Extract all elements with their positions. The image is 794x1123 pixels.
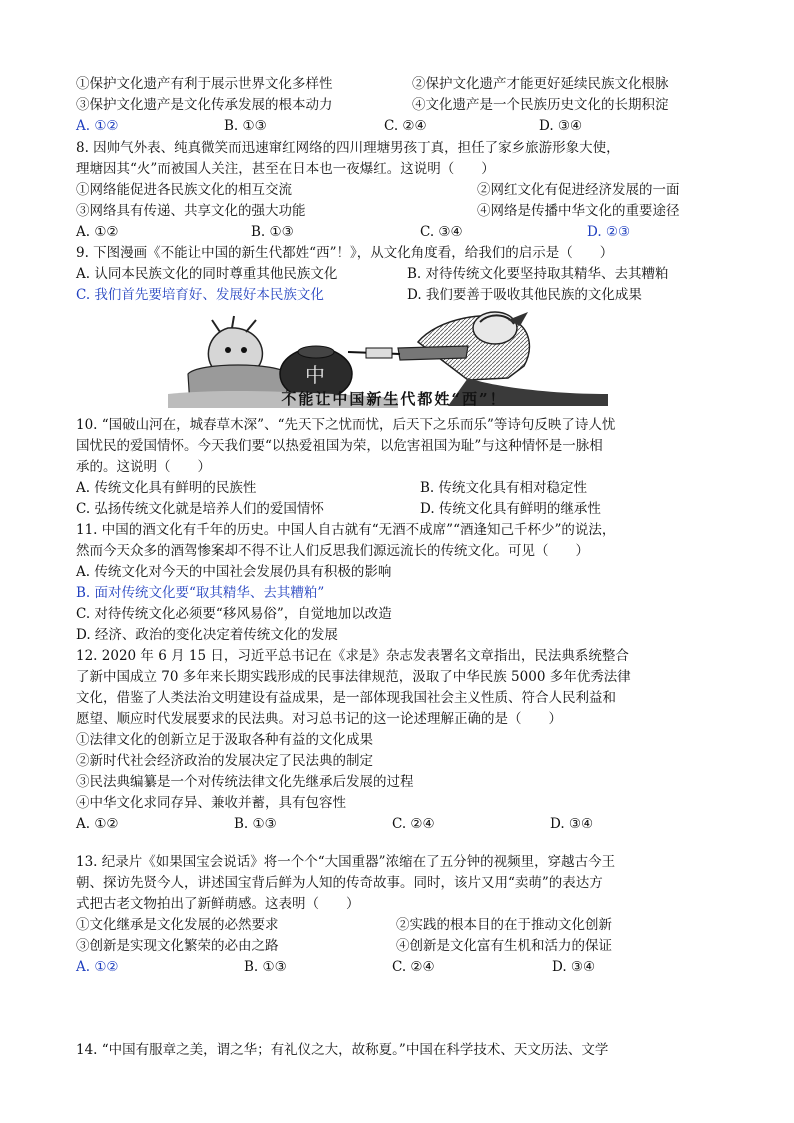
question-12-stem: 了新中国成立 70 多年来长期实践形成的民事法律规范，汲取了中华民族 5000 多年优秀法律 xyxy=(76,669,631,685)
option-2: ②保护文化遗产才能更好延续民族文化根脉 xyxy=(412,76,669,92)
option-1: ①保护文化遗产有利于展示世界文化多样性 xyxy=(76,76,333,92)
option-4: ④文化遗产是一个民族历史文化的长期积淀 xyxy=(412,97,669,113)
option-3: ③创新是实现文化繁荣的必由之路 xyxy=(76,938,279,954)
option-a: A. 传统文化具有鲜明的民族性 xyxy=(76,480,257,496)
question-8-stem: 8. 因帅气外表、纯真微笑而迅速窜红网络的四川理塘男孩丁真，担任了家乡旅游形象大使， xyxy=(76,140,620,156)
option-4: ④网络是传播中华文化的重要途径 xyxy=(477,203,680,219)
question-8-stem: 理塘因其“火”而被国人关注，甚至在日本也一夜爆红。这说明（ ） xyxy=(76,161,495,177)
option-a: A. 传统文化对今天的中国社会发展仍具有积极的影响 xyxy=(76,564,392,580)
option-1: ①法律文化的创新立足于汲取各种有益的文化成果 xyxy=(76,732,373,748)
question-11-stem: 11. 中国的酒文化有千年的历史。中国人自古就有“无酒不成席”“酒逢知己千杯少”的说法， xyxy=(76,522,616,538)
choice-a: A. ①② xyxy=(76,224,119,240)
choice-d: D. ③④ xyxy=(550,816,594,832)
choice-d: D. ③④ xyxy=(552,959,596,975)
option-c: C. 我们首先要培育好、发展好本民族文化 xyxy=(76,287,324,303)
option-2: ②新时代社会经济政治的发展决定了民法典的制定 xyxy=(76,753,373,769)
choice-d: D. ②③ xyxy=(587,224,631,240)
question-9-stem: 9. 下图漫画《不能让中国的新生代都姓“西”！》，从文化角度看，给我们的启示是（ ） xyxy=(76,245,614,261)
option-3: ③民法典编纂是一个对传统法律文化先继承后发展的过程 xyxy=(76,774,414,790)
question-12-stem: 文化，借鉴了人类法治文明建设有益成果，是一部体现我国社会主义性质、符合人民利益和 xyxy=(76,690,616,706)
option-3: ③保护文化遗产是文化传承发展的根本动力 xyxy=(76,97,333,113)
option-d: D. 我们要善于吸收其他民族的文化成果 xyxy=(407,287,642,303)
choice-c: C. ②④ xyxy=(392,959,435,975)
cartoon-image xyxy=(168,308,620,408)
option-1: ①文化继承是文化发展的必然要求 xyxy=(76,917,279,933)
question-11-stem: 然而今天众多的酒驾惨案却不得不让人们反思我们源远流长的传统文化。可见（ ） xyxy=(76,543,589,559)
choice-b: B. ①③ xyxy=(251,224,294,240)
question-10-stem: 10. “国破山河在，城春草木深”、“先天下之忧而忧，后天下之乐而乐”等诗句反映了诗人忧 xyxy=(76,417,616,433)
option-d: D. 经济、政治的变化决定着传统文化的发展 xyxy=(76,627,338,643)
choice-c: C. ②④ xyxy=(384,118,427,134)
option-2: ②实践的根本目的在于推动文化创新 xyxy=(396,917,612,933)
question-14-stem: 14. “中国有服章之美，谓之华；有礼仪之大，故称夏。”中国在科学技术、天文历法、文学 xyxy=(76,1042,609,1058)
choice-b: B. ①③ xyxy=(234,816,277,832)
option-1: ①网络能促进各民族文化的相互交流 xyxy=(76,182,292,198)
option-3: ③网络具有传递、共享文化的强大功能 xyxy=(76,203,306,219)
question-13-stem: 13. 纪录片《如果国宝会说话》将一个个“大国重器”浓缩在了五分钟的视频里，穿越古今王 xyxy=(76,854,616,870)
option-a: A. 认同本民族文化的同时尊重其他民族文化 xyxy=(76,266,338,282)
choice-a: A. ①② xyxy=(76,816,119,832)
question-12-stem: 12. 2020 年 6 月 15 日，习近平总书记在《求是》杂志发表署名文章指出，民法典系统整合 xyxy=(76,648,629,664)
choice-a: A. ①② xyxy=(76,959,119,975)
choice-d: D. ③④ xyxy=(539,118,583,134)
question-13-stem: 式把古老文物拍出了新鲜萌感。这表明（ ） xyxy=(76,896,360,912)
choice-a: A. ①② xyxy=(76,118,119,134)
option-c: C. 弘扬传统文化就是培养人们的爱国情怀 xyxy=(76,501,324,517)
option-2: ②网红文化有促进经济发展的一面 xyxy=(477,182,680,198)
choice-b: B. ①③ xyxy=(224,118,267,134)
jar-character: 中 xyxy=(305,363,325,387)
option-b: B. 对待传统文化要坚持取其精华、去其糟粕 xyxy=(407,266,669,282)
option-d: D. 传统文化具有鲜明的继承性 xyxy=(420,501,601,517)
question-12-stem: 愿望、顺应时代发展要求的民法典。对习总书记的这一论述理解正确的是（ ） xyxy=(76,711,562,727)
option-b: B. 传统文化具有相对稳定性 xyxy=(420,480,588,496)
question-13-stem: 朝、探访先贤今人，讲述国宝背后鲜为人知的传奇故事。同时，该片又用“卖萌”的表达方 xyxy=(76,875,603,891)
choice-b: B. ①③ xyxy=(244,959,287,975)
question-10-stem: 国忧民的爱国情怀。今天我们要“以热爱祖国为荣，以危害祖国为耻”与这种情怀是一脉相 xyxy=(76,438,603,454)
cartoon-caption: 不能让中国新生代都姓“西”！ xyxy=(281,390,507,408)
option-4: ④中华文化求同存异、兼收并蓄，具有包容性 xyxy=(76,795,346,811)
choice-c: C. ②④ xyxy=(392,816,435,832)
choice-c: C. ③④ xyxy=(420,224,463,240)
question-10-stem: 承的。这说明（ ） xyxy=(76,459,211,475)
option-4: ④创新是文化富有生机和活力的保证 xyxy=(396,938,612,954)
option-c: C. 对待传统文化必须要“移风易俗”，自觉地加以改造 xyxy=(76,606,392,622)
option-b: B. 面对传统文化要“取其精华、去其糟粕” xyxy=(76,585,325,601)
